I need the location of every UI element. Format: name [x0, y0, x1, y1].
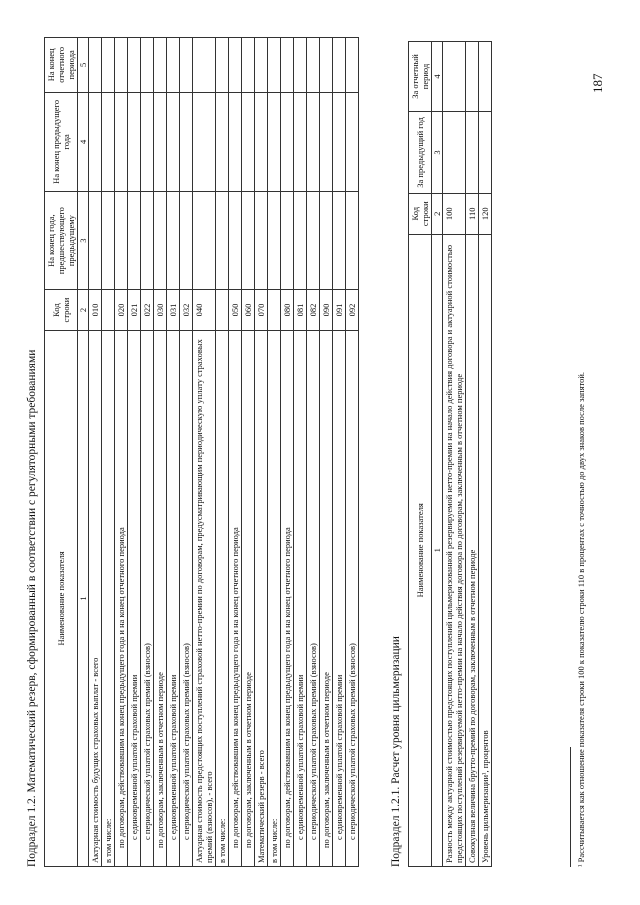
col-header-code: Код строки	[409, 193, 432, 234]
row-code-cell: 030	[154, 290, 167, 331]
value-cell[interactable]	[281, 38, 294, 93]
value-cell[interactable]	[180, 92, 193, 191]
value-cell[interactable]	[180, 192, 193, 290]
value-cell[interactable]	[229, 192, 242, 290]
value-cell[interactable]	[443, 42, 466, 112]
page-number: 187	[590, 73, 605, 93]
table-row	[154, 38, 167, 867]
value-cell[interactable]	[141, 92, 154, 191]
value-cell[interactable]	[141, 192, 154, 290]
value-cell[interactable]	[167, 192, 180, 290]
value-cell[interactable]	[193, 192, 216, 290]
col-number: 3	[432, 111, 443, 193]
row-code-cell: 010	[89, 290, 102, 331]
row-name-cell: по договорам, действовавшим на конец предыдущего года и на конец отчетного периода	[229, 330, 242, 866]
value-cell[interactable]	[115, 38, 128, 93]
value-cell[interactable]	[294, 38, 307, 93]
row-name-cell: Математический резерв - всего	[255, 330, 268, 866]
row-name-cell: с периодической уплатой страховых премий (взносов)	[346, 330, 359, 866]
reserve-table	[44, 37, 359, 867]
row-code-cell	[102, 290, 115, 331]
table-row	[281, 38, 294, 867]
col-header-prev-year: На конец предыдущего года	[45, 92, 78, 191]
zillmer-table	[408, 41, 492, 867]
value-cell[interactable]	[242, 192, 255, 290]
value-cell[interactable]	[307, 92, 320, 191]
row-name-cell: Актуарная стоимость предстоящих поступлений страховой нетто-премии по договорам, предусматривающим периодическую уплату страховых премий (взносов), - всего	[193, 330, 216, 866]
value-cell[interactable]	[346, 92, 359, 191]
value-cell[interactable]	[255, 92, 268, 191]
value-cell[interactable]	[102, 92, 115, 191]
column-number-row	[78, 38, 89, 867]
value-cell[interactable]	[89, 92, 102, 191]
row-name-cell: Совокупная величина брутто-премий по договорам, заключенным в отчетном периоде	[466, 234, 479, 866]
col-header-name: Наименование показателя	[409, 234, 432, 866]
col-number: 2	[78, 290, 89, 331]
value-cell[interactable]	[294, 92, 307, 191]
row-code-cell: 050	[229, 290, 242, 331]
col-header-current-period: За отчетный период	[409, 42, 432, 112]
value-cell[interactable]	[333, 92, 346, 191]
column-number-row	[432, 42, 443, 867]
footnote: ¹ Рассчитывается как отношение показателя строки 100 к показателю строки 110 в процентах с точностью до двух знаков после запятой.	[576, 371, 586, 867]
col-header-current-period: На конец отчетного периода	[45, 38, 78, 93]
value-cell[interactable]	[466, 111, 479, 193]
value-cell[interactable]	[242, 92, 255, 191]
row-name-cell: в том числе:	[102, 330, 115, 866]
table-row	[167, 38, 180, 867]
row-name-cell: Актуарная стоимость будущих страховых выплат - всего	[89, 330, 102, 866]
row-code-cell: 032	[180, 290, 193, 331]
table-row	[242, 38, 255, 867]
row-name-cell: по договорам, заключенным в отчетном периоде	[320, 330, 333, 866]
row-code-cell: 100	[443, 193, 466, 234]
col-number: 5	[78, 38, 89, 93]
value-cell[interactable]	[255, 38, 268, 93]
row-name-cell: с единовременной уплатой страховой премии	[294, 330, 307, 866]
table-row	[115, 38, 128, 867]
value-cell[interactable]	[167, 38, 180, 93]
footnote-divider	[570, 747, 571, 867]
row-code-cell: 082	[307, 290, 320, 331]
row-name-cell: с периодической уплатой страховых премий (взносов)	[307, 330, 320, 866]
value-cell[interactable]	[307, 38, 320, 93]
row-code-cell	[268, 290, 281, 331]
value-cell[interactable]	[268, 38, 281, 93]
table-row	[193, 38, 216, 867]
table-row	[346, 38, 359, 867]
row-name-cell: с периодической уплатой страховых премий (взносов)	[141, 330, 154, 866]
row-name-cell: в том числе:	[216, 330, 229, 866]
row-name-cell: с единовременной уплатой страховой премии	[333, 330, 346, 866]
value-cell[interactable]	[89, 192, 102, 290]
col-number: 1	[432, 234, 443, 866]
col-number: 4	[432, 42, 443, 112]
row-code-cell: 120	[479, 193, 492, 234]
row-name-cell: с единовременной уплатой страховой премии	[167, 330, 180, 866]
table-row	[180, 38, 193, 867]
col-number: 4	[78, 92, 89, 191]
value-cell[interactable]	[333, 38, 346, 93]
row-code-cell: 081	[294, 290, 307, 331]
value-cell[interactable]	[479, 111, 492, 193]
value-cell[interactable]	[229, 92, 242, 191]
value-cell[interactable]	[268, 192, 281, 290]
table-row	[307, 38, 320, 867]
table-row	[141, 38, 154, 867]
value-cell[interactable]	[320, 92, 333, 191]
value-cell[interactable]	[89, 38, 102, 93]
value-cell[interactable]	[128, 92, 141, 191]
table-row	[255, 38, 268, 867]
value-cell[interactable]	[346, 38, 359, 93]
col-number: 1	[78, 330, 89, 866]
row-code-cell: 070	[255, 290, 268, 331]
value-cell[interactable]	[154, 192, 167, 290]
row-code-cell: 080	[281, 290, 294, 331]
table-row	[466, 42, 479, 867]
value-cell[interactable]	[268, 92, 281, 191]
value-cell[interactable]	[167, 92, 180, 191]
value-cell[interactable]	[102, 192, 115, 290]
value-cell[interactable]	[128, 192, 141, 290]
section-title: Подраздел 1.2. Математический резерв, сформированный в соответствии с регуляторными требованиями	[26, 349, 38, 867]
value-cell[interactable]	[229, 38, 242, 93]
row-name-cell: в том числе:	[268, 330, 281, 866]
table-header-row	[409, 42, 432, 867]
reserve-table-body	[89, 38, 359, 867]
table-row	[320, 38, 333, 867]
row-code-cell: 092	[346, 290, 359, 331]
value-cell[interactable]	[115, 92, 128, 191]
row-code-cell: 091	[333, 290, 346, 331]
col-header-prev-prev-year: На конец года, предшествующего предыдущему	[45, 192, 78, 290]
value-cell[interactable]	[115, 192, 128, 290]
value-cell[interactable]	[242, 38, 255, 93]
value-cell[interactable]	[320, 38, 333, 93]
row-code-cell: 031	[167, 290, 180, 331]
value-cell[interactable]	[281, 92, 294, 191]
subsection-title: Подраздел 1.2.1. Расчет уровня цильмеризации	[390, 636, 402, 867]
row-code-cell: 040	[193, 290, 216, 331]
col-header-prev-year: За предыдущий год	[409, 111, 432, 193]
table-row	[294, 38, 307, 867]
row-name-cell: Разность между актуарной стоимостью предстоящих поступлений цильмеризованной резервируемой нетто-премии на начало действия договора и актуарной стоимостью предстоящих поступлений резервируемой нетто-премии на начало действия договора по договорам, заключенным в отчетном периоде	[443, 234, 466, 866]
row-name-cell: Уровень цильмеризации¹, процентов	[479, 234, 492, 866]
row-name-cell: по договорам, действовавшим на конец предыдущего года и на конец отчетного периода	[115, 330, 128, 866]
row-name-cell: по договорам, действовавшим на конец предыдущего года и на конец отчетного периода	[281, 330, 294, 866]
value-cell[interactable]	[193, 38, 216, 93]
value-cell[interactable]	[128, 38, 141, 93]
value-cell[interactable]	[193, 92, 216, 191]
value-cell[interactable]	[154, 38, 167, 93]
value-cell[interactable]	[141, 38, 154, 93]
table-row	[479, 42, 492, 867]
row-code-cell: 060	[242, 290, 255, 331]
table-row	[89, 38, 102, 867]
row-name-cell: с единовременной уплатой страховой премии	[128, 330, 141, 866]
value-cell[interactable]	[333, 192, 346, 290]
row-code-cell: 090	[320, 290, 333, 331]
value-cell[interactable]	[180, 38, 193, 93]
value-cell[interactable]	[294, 192, 307, 290]
value-cell[interactable]	[255, 192, 268, 290]
value-cell[interactable]	[216, 92, 229, 191]
value-cell[interactable]	[479, 42, 492, 112]
table-row	[333, 38, 346, 867]
row-code-cell: 021	[128, 290, 141, 331]
table-row	[128, 38, 141, 867]
row-code-cell	[216, 290, 229, 331]
row-code-cell: 020	[115, 290, 128, 331]
table-row	[268, 38, 281, 867]
col-header-code: Код строки	[45, 290, 78, 331]
table-row	[216, 38, 229, 867]
col-number: 3	[78, 192, 89, 290]
value-cell[interactable]	[154, 92, 167, 191]
value-cell[interactable]	[281, 192, 294, 290]
row-name-cell: по договорам, заключенным в отчетном периоде	[242, 330, 255, 866]
value-cell[interactable]	[307, 192, 320, 290]
value-cell[interactable]	[346, 192, 359, 290]
zillmer-table-body	[443, 42, 492, 867]
table-row	[443, 42, 466, 867]
value-cell[interactable]	[320, 192, 333, 290]
col-header-name: Наименование показателя	[45, 330, 78, 866]
value-cell[interactable]	[443, 111, 466, 193]
table-header-row	[45, 38, 78, 867]
value-cell[interactable]	[216, 38, 229, 93]
value-cell[interactable]	[466, 42, 479, 112]
table-row	[229, 38, 242, 867]
row-code-cell: 022	[141, 290, 154, 331]
value-cell[interactable]	[216, 192, 229, 290]
col-number: 2	[432, 193, 443, 234]
table-row	[102, 38, 115, 867]
value-cell[interactable]	[102, 38, 115, 93]
row-name-cell: с периодической уплатой страховых премий (взносов)	[180, 330, 193, 866]
row-code-cell: 110	[466, 193, 479, 234]
row-name-cell: по договорам, заключенным в отчетном периоде	[154, 330, 167, 866]
